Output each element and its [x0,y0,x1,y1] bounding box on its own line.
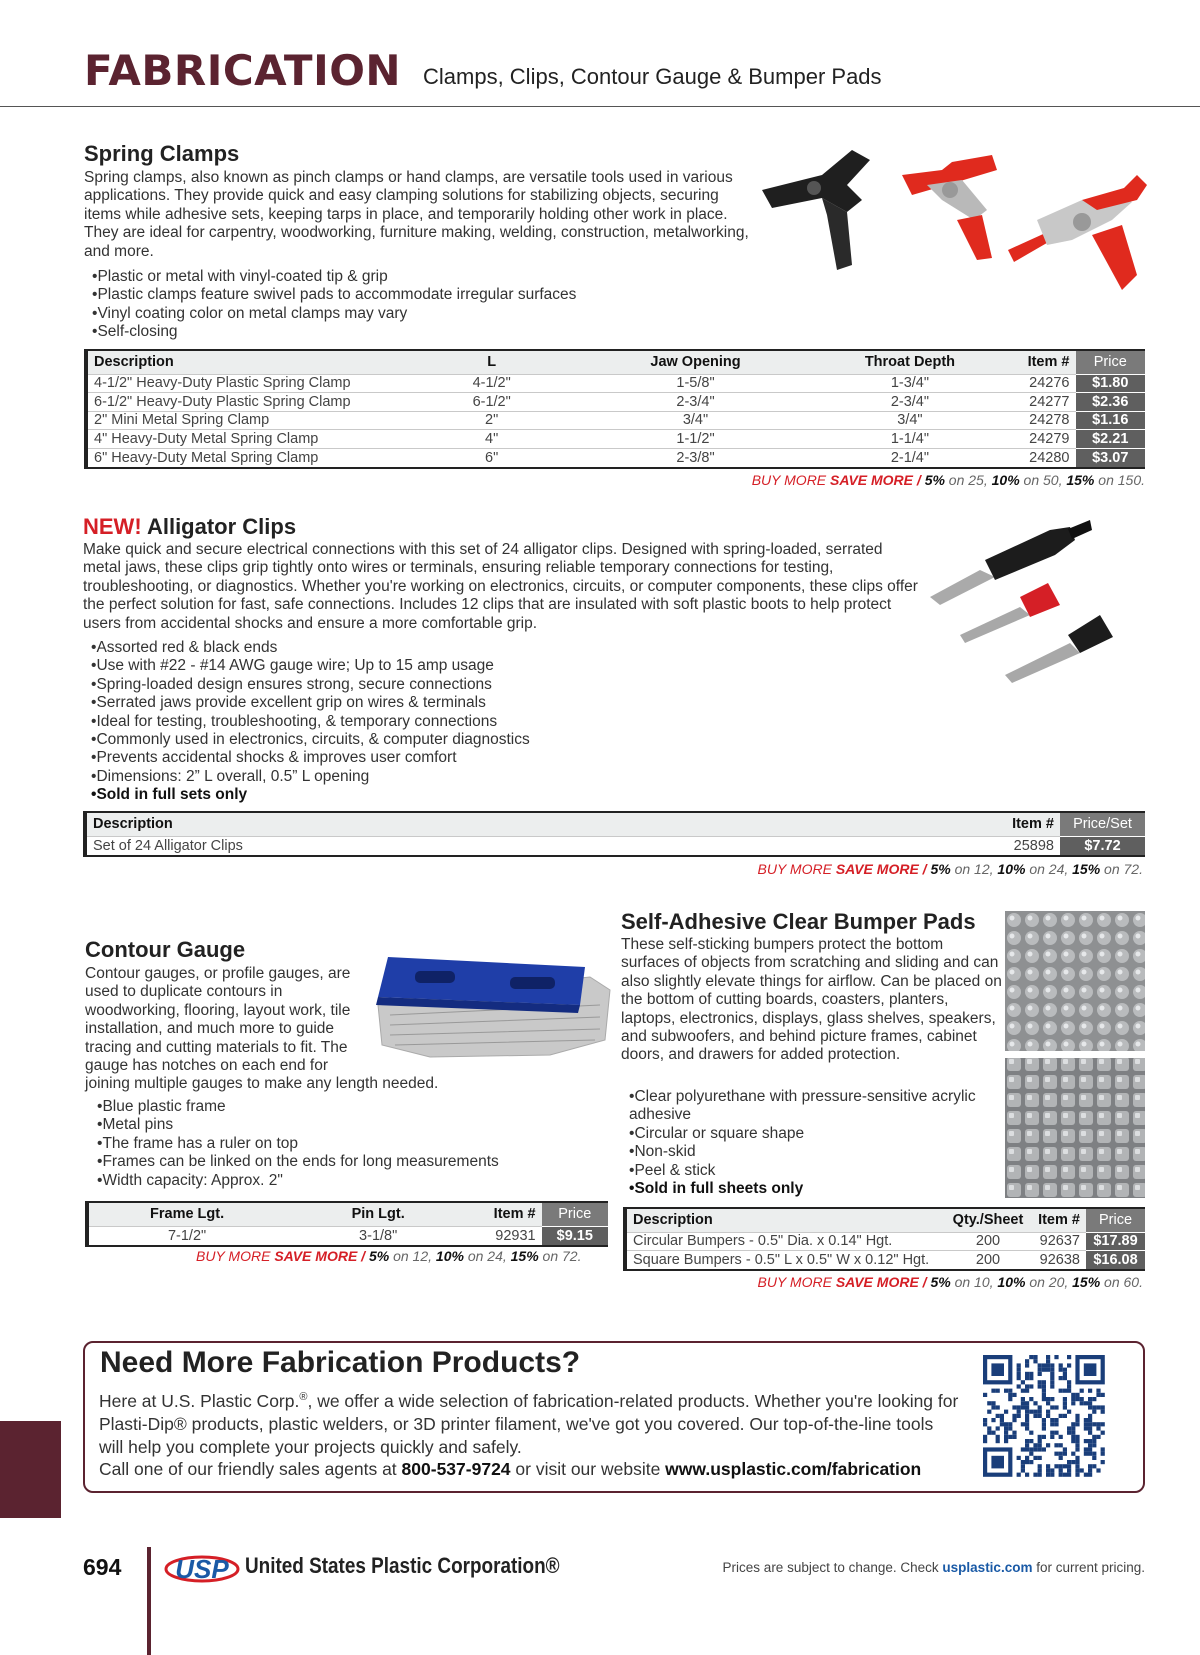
list-item: • Vinyl coating color on metal clamps may vary [92,305,576,323]
table-row [627,1251,1145,1270]
col-item-number: Item # [972,351,1076,374]
list-item: • Circular or square shape [629,1125,1009,1143]
contour-gauge-features [97,1098,499,1190]
cell-price: $17.89 [1086,1232,1145,1251]
contact-line: Call one of our friendly sales agents at 800-537-9724 or visit our website www.usplastic.com/fabrication [99,1459,922,1479]
list-item: • Blue plastic frame [97,1098,499,1116]
col-qty-sheet: Qty./Sheet [952,1209,1024,1232]
list-item: • Non-skid [629,1143,1009,1161]
section-tab [0,1421,61,1518]
list-item: • Sold in full sheets only [629,1180,1009,1198]
cell-description: Square Bumpers - 0.5" L x 0.5" W x 0.12" Hgt. [627,1251,952,1270]
col-description: Description [627,1209,952,1232]
list-item: • Sold in full sets only [91,786,530,804]
alligator-clips-image [920,515,1145,690]
svg-text:USP: USP [175,1554,229,1584]
cell-item-number[interactable]: 92637 [1024,1232,1086,1251]
contour-gauge-image [370,945,615,1065]
cell-length: 4-1/2" [440,374,543,393]
table-row [627,1232,1145,1251]
pricing-note: Prices are subject to change. Check usplastic.com for current pricing. [722,1560,1145,1575]
circular-bumpers-photo [1005,911,1145,1051]
bumper-pads-heading: Self-Adhesive Clear Bumper Pads [621,909,976,934]
fabrication-link[interactable]: www.usplastic.com/fabrication [665,1459,922,1479]
square-bumpers-photo [1005,1058,1145,1198]
cell-item-number[interactable]: 24276 [972,374,1076,393]
cell-description: 6" Heavy-Duty Metal Spring Clamp [88,448,440,467]
cell-price: $2.21 [1076,430,1146,449]
table-row [89,1226,608,1245]
red-clip [960,583,1060,643]
list-item: • The frame has a ruler on top [97,1135,499,1153]
list-item: • Plastic clamps feature swivel pads to accommodate irregular surfaces [92,286,576,304]
list-item: • Self-closing [92,323,576,341]
contour-gauge-description: Contour gauges, or profile gauges, are used to duplicate contours in woodworking, flooring, layout work, tile installation, and much more to guide tracing and cutting materials to fit. The gauge has notches on each end for [85,965,351,1075]
list-item: • Prevents accidental shocks & improves user comfort [91,749,530,767]
bumper-pads-description: These self-sticking bumpers protect the bottom surfaces of objects from scratching and sliding and can also slightly elevate things for airflow. Can be placed on the bottom of cutting boards, coasters, planters, laptops, electronics, displays, glass shelves, speakers, and subwoofers, and behind picture frames, cabinet doors, and drawers for added protection. [621,936,1002,1064]
qr-code[interactable] [983,1355,1105,1479]
cell-price: $1.80 [1076,374,1146,393]
black-clip [930,520,1092,605]
cell-jaw-opening: 1-1/2" [543,430,848,449]
cell-throat-depth: 3/4" [848,411,972,430]
black-plastic-clamp [762,150,870,270]
cell-item-number[interactable]: 92638 [1024,1251,1086,1270]
alligator-clips-description: Make quick and secure electrical connections with this set of 24 alligator clips. Designed with spring-loaded, serrated metal jaws, these clips grip tightly onto wires or terminals, ensuring reliable temporary connections for testing, troubleshooting, or diagnostics. Whether you're working on electronics, circuits, or computer components, these clips offer the perfect solution for fast, safe connections. Includes 12 clips that are insulated with soft plastic boots to help protect users from accidental shocks and ensure a more comfortable grip. [83,541,918,632]
cell-jaw-opening: 2-3/8" [543,448,848,467]
alligator-clips-table [83,811,1145,857]
list-item: • Use with #22 - #14 AWG gauge wire; Up to 15 amp usage [91,657,530,675]
cell-price: $3.07 [1076,448,1146,467]
cell-item-number[interactable]: 24279 [972,430,1076,449]
bumper-pads-table [623,1207,1145,1271]
bumper-pads-image [1005,911,1145,1198]
cell-description: 2" Mini Metal Spring Clamp [88,411,440,430]
cell-item-number[interactable]: 24280 [972,448,1076,467]
cell-frame-length: 7-1/2" [89,1226,285,1245]
cell-length: 6" [440,448,543,467]
cell-length: 6-1/2" [440,393,543,412]
header-divider [0,106,1200,107]
list-item: • Metal pins [97,1116,499,1134]
table-row [88,393,1145,412]
list-item: • Spring-loaded design ensures strong, secure connections [91,676,530,694]
volume-discount-note: BUY MORE SAVE MORE / 5% on 12, 10% on 24, 15% on 72. [196,1248,582,1264]
table-row [88,430,1145,449]
black-clip-2 [1005,615,1113,683]
volume-discount-note: BUY MORE SAVE MORE / 5% on 10, 10% on 20, 15% on 60. [757,1274,1143,1290]
spring-clamps-table [84,349,1145,469]
contour-gauge-description-end: joining multiple gauges to make any length needed. [85,1075,439,1092]
company-name: United States Plastic Corporation® [245,1553,560,1578]
usplastic-link[interactable]: usplastic.com [942,1560,1033,1575]
col-description: Description [88,351,440,374]
cell-jaw-opening: 1-5/8" [543,374,848,393]
list-item: • Clear polyurethane with pressure-sensitive acrylic adhesive [629,1088,1009,1125]
section-title: FABRICATION [84,46,402,95]
cell-length: 4" [440,430,543,449]
cell-pin-length: 3-1/8" [285,1226,471,1245]
cell-item-number[interactable]: 24278 [972,411,1076,430]
col-description: Description [87,813,1002,836]
cell-description: Circular Bumpers - 0.5" Dia. x 0.14" Hgt. [627,1232,952,1251]
spring-clamps-image [752,140,1152,330]
col-item-number: Item # [471,1203,541,1226]
volume-discount-note: BUY MORE SAVE MORE / 5% on 12, 10% on 24, 15% on 72. [757,861,1143,877]
large-metal-clamp [1008,175,1147,290]
table-header [89,1203,608,1226]
cell-item-number[interactable]: 25898 [1002,836,1060,855]
new-badge: NEW! [83,514,142,539]
list-item: • Width capacity: Approx. 2" [97,1172,499,1190]
col-pin-length: Pin Lgt. [285,1203,471,1226]
table-header [627,1209,1145,1232]
list-item: • Dimensions: 2” L overall, 0.5” L opening [91,768,530,786]
cell-description: 4-1/2" Heavy-Duty Plastic Spring Clamp [88,374,440,393]
alligator-clips-heading: NEW! Alligator Clips [83,514,297,539]
list-item: • Assorted red & black ends [91,639,530,657]
cell-throat-depth: 2-1/4" [848,448,972,467]
blue-frame [376,957,585,1013]
list-item: • Plastic or metal with vinyl-coated tip & grip [92,268,576,286]
list-item: • Ideal for testing, troubleshooting, & temporary connections [91,713,530,731]
contour-gauge-table [85,1201,608,1247]
col-price: Price [1086,1209,1145,1232]
volume-discount-note: BUY MORE SAVE MORE / 5% on 25, 10% on 50, 15% on 150. [751,472,1145,488]
cell-throat-depth: 1-1/4" [848,430,972,449]
cell-throat-depth: 2-3/4" [848,393,972,412]
cell-qty-sheet: 200 [952,1251,1024,1270]
cell-jaw-opening: 3/4" [543,411,848,430]
cell-price: $9.15 [542,1226,608,1245]
cell-item-number[interactable]: 24277 [972,393,1076,412]
col-price: Price/Set [1060,813,1145,836]
cell-price: $7.72 [1060,836,1145,855]
cell-qty-sheet: 200 [952,1232,1024,1251]
more-products-text: Here at U.S. Plastic Corp.®, we offer a wide selection of fabrication-related products. Whether you're looking for Plasti-Dip® products, plastic welders, or 3D printer filament, we've got you covered. Our top-of-the-line tools will help you complete your projects quickly and safely. [99,1390,959,1457]
table-row [87,836,1145,855]
page-number: 694 [83,1554,122,1580]
list-item: • Commonly used in electronics, circuits, & computer diagnostics [91,731,530,749]
table-header [88,351,1145,374]
col-jaw-opening: Jaw Opening [543,351,848,374]
col-throat-depth: Throat Depth [848,351,972,374]
col-item-number: Item # [1002,813,1060,836]
footer-divider [147,1547,151,1655]
cell-price: $16.08 [1086,1251,1145,1270]
bumper-pads-features [629,1088,1009,1198]
alligator-clips-features [91,639,530,805]
cell-description: 4" Heavy-Duty Metal Spring Clamp [88,430,440,449]
cell-price: $2.36 [1076,393,1146,412]
cell-length: 2" [440,411,543,430]
more-products-title: Need More Fabrication Products? [100,1346,581,1379]
cell-throat-depth: 1-3/4" [848,374,972,393]
usp-logo [164,1550,240,1588]
col-price: Price [542,1203,608,1226]
cell-price: $1.16 [1076,411,1146,430]
spring-clamps-description: Spring clamps, also known as pinch clamps or hand clamps, are versatile tools used in various applications. They provide quick and easy clamping solutions for stabilizing objects, securing items while adhesive sets, keeping tarps in place, and temporarily holding other work in place. They are ideal for carpentry, woodworking, furniture making, welding, construction, metalworking, and more. [84,169,749,260]
small-metal-clamp [902,155,997,260]
spring-clamps-features [92,268,576,342]
cell-description: Set of 24 Alligator Clips [87,836,1002,855]
col-length: L [440,351,543,374]
col-item-number: Item # [1024,1209,1086,1232]
cell-description: 6-1/2" Heavy-Duty Plastic Spring Clamp [88,393,440,412]
section-subtitle: Clamps, Clips, Contour Gauge & Bumper Pads [423,64,882,89]
table-row [88,448,1145,467]
list-item: • Serrated jaws provide excellent grip on wires & terminals [91,694,530,712]
col-frame-length: Frame Lgt. [89,1203,285,1226]
list-item: • Frames can be linked on the ends for long measurements [97,1153,499,1171]
col-price: Price [1076,351,1146,374]
table-row [88,374,1145,393]
cell-item-number[interactable]: 92931 [471,1226,541,1245]
contour-gauge-heading: Contour Gauge [85,937,246,962]
list-item: • Peel & stick [629,1162,1009,1180]
phone-number[interactable]: 800-537-9724 [401,1459,511,1479]
cell-jaw-opening: 2-3/4" [543,393,848,412]
table-header [87,813,1145,836]
table-row [88,411,1145,430]
spring-clamps-heading: Spring Clamps [84,141,240,166]
